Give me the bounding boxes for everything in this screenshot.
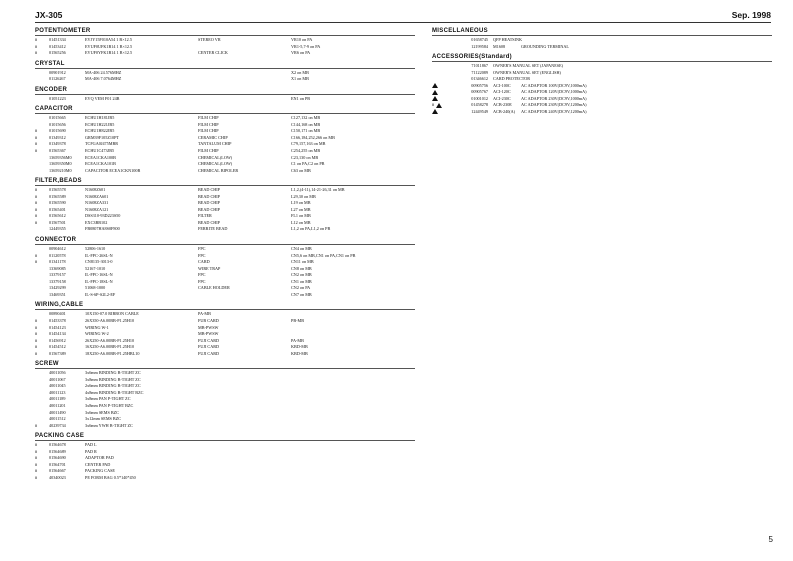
part-location: C63 on MB bbox=[291, 167, 311, 173]
part-number: 40011067 bbox=[49, 376, 66, 382]
change-mark: # bbox=[35, 206, 38, 212]
part-type: CHEMICAL(LOW) bbox=[198, 161, 233, 167]
part-description: CN8135-3013-0 bbox=[85, 259, 113, 265]
change-mark: # bbox=[35, 128, 38, 134]
section-title: CRYSTAL bbox=[35, 61, 415, 69]
change-mark: # bbox=[35, 337, 38, 343]
part-description: IL-S-6P-S2L2-EF bbox=[85, 291, 116, 297]
part-number: 01349378 bbox=[49, 141, 66, 147]
part-number: 01051223 bbox=[49, 95, 66, 101]
part-type: FILTER bbox=[198, 213, 212, 219]
part-location: L12 on MB bbox=[291, 219, 311, 225]
safety-warning-icon bbox=[432, 83, 438, 88]
part-description: WIRING W-2 bbox=[85, 331, 109, 337]
left-column bbox=[35, 28, 415, 485]
part-description: 2x6mm BINDING B-TIGHT ZC bbox=[85, 383, 141, 389]
part-description: 3x8mm PAN P-TIGHT BZC bbox=[85, 402, 134, 408]
part-detail: AC ADAPTOR 230V(DC9V,1200mA) bbox=[521, 102, 587, 108]
part-description: WIRING W-1 bbox=[85, 324, 109, 330]
part-description: EVUF0YFK1B14 1 B×12.5 bbox=[85, 50, 133, 56]
part-type: CENTER CLICK bbox=[198, 50, 228, 56]
change-mark: # bbox=[35, 213, 38, 219]
part-type: FUJI CARD bbox=[198, 350, 220, 356]
part-number: 13659356M0 bbox=[49, 154, 72, 160]
part-description: 18X250-A6.00BB-P1.25HBL10 bbox=[85, 350, 140, 356]
change-mark: # bbox=[35, 317, 38, 323]
part-description: PAD L bbox=[85, 442, 97, 448]
part-location: X2 on MB bbox=[291, 69, 309, 75]
change-mark: # bbox=[35, 141, 38, 147]
part-type: FPC bbox=[198, 278, 206, 284]
part-type: CERAMIC CHIP bbox=[198, 134, 228, 140]
change-mark: # bbox=[35, 422, 38, 428]
part-description: 3x8mm BINDING B-TIGHT ZC bbox=[85, 376, 141, 382]
part-type: FUJI CARD bbox=[198, 337, 220, 343]
part-number: 40011056 bbox=[49, 370, 66, 376]
part-type: FPC bbox=[198, 272, 206, 278]
part-number: 00904612 bbox=[49, 246, 66, 252]
part-description: ECEA1CKA100B bbox=[85, 154, 116, 160]
parts-section bbox=[35, 61, 415, 83]
part-number: 01567501 bbox=[49, 219, 66, 225]
part-location: CN7 on MB bbox=[291, 291, 312, 297]
part-description: ACB-240(A) bbox=[493, 108, 516, 114]
part-location: L19 on MB bbox=[291, 200, 311, 206]
part-number: 40011123 bbox=[49, 389, 66, 395]
change-mark: # bbox=[35, 468, 38, 474]
part-description: N1608ZA121 bbox=[85, 206, 109, 212]
part-type: FILM CHIP bbox=[198, 128, 219, 134]
part-description: ACI-120C bbox=[493, 89, 511, 95]
part-location: L27 on MB bbox=[291, 206, 311, 212]
part-number: 12449355 bbox=[49, 226, 66, 232]
part-type: FILM CHIP bbox=[198, 115, 219, 121]
part-location: C127,132 on MB bbox=[291, 115, 321, 121]
part-description: ECHU1C473JB5 bbox=[85, 148, 115, 154]
part-number: 01349312 bbox=[49, 134, 66, 140]
part-description: 52167-1010 bbox=[85, 265, 106, 271]
part-number: 01567389 bbox=[49, 350, 66, 356]
section-title: CONNECTOR bbox=[35, 237, 415, 245]
part-type: BEAD CHIP bbox=[198, 193, 220, 199]
part-number: 71011867 bbox=[471, 63, 488, 69]
part-number: 01015665 bbox=[49, 115, 66, 121]
part-number: 01126267 bbox=[49, 76, 66, 82]
change-mark: # bbox=[35, 134, 38, 140]
part-type: FUB CARD bbox=[198, 317, 219, 323]
safety-warning-icon bbox=[432, 96, 438, 101]
part-number: 13659210M0 bbox=[49, 167, 72, 173]
part-description: 3x8mm PAN P-TIGHT ZC bbox=[85, 396, 131, 402]
part-location: VR1-5,7-9 on PA bbox=[291, 43, 321, 49]
part-type: PA-MB bbox=[198, 311, 211, 317]
part-number: 01120578 bbox=[49, 252, 66, 258]
part-description: ECHU1H181JB5 bbox=[85, 115, 115, 121]
part-description: M1608 bbox=[493, 43, 506, 49]
part-number: 01565589 bbox=[49, 193, 66, 199]
part-description: ACB-230E bbox=[493, 102, 512, 108]
part-type: FERRITE BEAD bbox=[198, 226, 228, 232]
part-location: L1,2,(4-11),14-21-26,31 on MB bbox=[291, 187, 345, 193]
part-description: EVUF0UFK1B14 1 B×12.5 bbox=[85, 43, 133, 49]
part-description: EVJY15F010A54 1 B×12.5 bbox=[85, 37, 132, 42]
part-location: C144,168 on MB bbox=[291, 121, 321, 127]
part-description: TCFGA0J475MBR bbox=[85, 141, 119, 147]
parts-section bbox=[35, 302, 415, 357]
part-description: 16X250-A6.00BB-P1.25H10 bbox=[85, 344, 135, 350]
part-number: 01341178 bbox=[49, 259, 66, 265]
part-description: CENTER PAD bbox=[85, 461, 111, 467]
part-location: CN2 on MB bbox=[291, 272, 312, 278]
change-mark: # bbox=[35, 200, 38, 206]
part-location: EN1 on PB bbox=[291, 95, 311, 101]
part-number: 13469351 bbox=[49, 291, 66, 297]
part-number: 01456912 bbox=[49, 337, 66, 343]
part-description: 26X250-A6.00BB-P1.25H10 bbox=[85, 337, 135, 343]
part-description: PAD R bbox=[85, 448, 97, 454]
section-title: POTENTIOMETER bbox=[35, 28, 415, 36]
part-number: 01454123 bbox=[49, 324, 66, 330]
part-type: BEAD CHIP bbox=[198, 200, 220, 206]
section-title: MISCELLANEOUS bbox=[432, 28, 772, 36]
part-number: 13379157 bbox=[49, 272, 66, 278]
parts-row bbox=[35, 423, 415, 430]
part-description: ECEA1CKA101B bbox=[85, 161, 116, 167]
part-number: 01564667 bbox=[49, 468, 66, 474]
part-number: 00890401 bbox=[49, 311, 66, 317]
part-number: 12449549 bbox=[471, 108, 488, 114]
part-number: 01658745 bbox=[471, 37, 488, 42]
part-number: 40011201 bbox=[49, 402, 66, 408]
part-location: C166,184,252,266 on MB bbox=[291, 134, 335, 140]
section-title: ACCESSORIES(Standard) bbox=[432, 54, 772, 62]
part-description: PACKING CASE bbox=[85, 468, 115, 474]
part-location: KBD-MB bbox=[291, 350, 308, 356]
parts-row bbox=[35, 351, 415, 358]
parts-row bbox=[432, 44, 772, 51]
part-type: FUJI CARD bbox=[198, 344, 220, 350]
part-number: 00901912 bbox=[49, 69, 66, 75]
part-type: FPC bbox=[198, 246, 206, 252]
part-description: MA-406 24.576MHZ bbox=[85, 69, 122, 75]
change-mark: # bbox=[35, 37, 38, 42]
part-description: GRM39F105Z10PT bbox=[85, 134, 119, 140]
part-location: CN4 on MB bbox=[291, 246, 312, 252]
part-location: C79,157,163 on MB bbox=[291, 141, 326, 147]
change-mark: # bbox=[35, 344, 38, 350]
part-description: OWNER'S MANUAL SET (JAPANESE) bbox=[493, 63, 564, 69]
part-number: 01565590 bbox=[49, 200, 66, 206]
section-title: ENCODER bbox=[35, 87, 415, 95]
part-number: 40011045 bbox=[49, 383, 66, 389]
part-type: MB-PWSW bbox=[198, 331, 219, 337]
part-type: CARD bbox=[198, 259, 210, 265]
section-title: FILTER,BEADS bbox=[35, 178, 415, 186]
part-location: C23,130 on MB bbox=[291, 154, 319, 160]
change-mark: # bbox=[35, 252, 38, 258]
part-number: 01564690 bbox=[49, 455, 66, 461]
part-description: IL-FPC-16SL-N bbox=[85, 272, 113, 278]
part-location: KBD-MB bbox=[291, 344, 308, 350]
part-location: CN11 on MB bbox=[291, 259, 314, 265]
part-description: 51068-1000 bbox=[85, 285, 106, 291]
part-number: 01565401 bbox=[49, 206, 66, 212]
parts-row bbox=[35, 50, 415, 57]
part-number: 01015690 bbox=[49, 128, 66, 134]
part-description: 10X150-07.0 RIBBON CABLE bbox=[85, 311, 139, 317]
part-number: 01001012 bbox=[471, 95, 488, 101]
change-mark: # bbox=[35, 193, 38, 199]
page-number: 5 bbox=[768, 535, 773, 544]
part-location: CN2 on PA bbox=[291, 285, 311, 291]
part-description: ADAPTOR PAD bbox=[85, 455, 114, 461]
parts-row bbox=[35, 76, 415, 83]
change-mark: # bbox=[35, 43, 38, 49]
part-type: TANTALUM CHIP bbox=[198, 141, 232, 147]
part-number: 01458278 bbox=[471, 102, 488, 108]
part-number: 00905756 bbox=[471, 82, 488, 88]
part-description: CARD PROTECTOR bbox=[493, 76, 531, 82]
part-detail: GROUNDING TERMINAL bbox=[521, 43, 569, 49]
part-type: BEAD CHIP bbox=[198, 187, 220, 193]
part-location: CN8 on MB bbox=[291, 265, 312, 271]
part-location: X1 on MB bbox=[291, 76, 309, 82]
part-description: 52806-1610 bbox=[85, 246, 106, 252]
hash-mark: # bbox=[432, 102, 435, 108]
change-mark: # bbox=[35, 259, 38, 265]
part-description: N1608Z601 bbox=[85, 187, 106, 193]
change-mark: # bbox=[35, 474, 38, 480]
parts-section bbox=[35, 433, 415, 481]
part-number: 01453412 bbox=[49, 43, 66, 49]
parts-row bbox=[35, 168, 415, 175]
part-description: N1608ZA331 bbox=[85, 200, 109, 206]
part-number: 01565367 bbox=[49, 148, 66, 154]
parts-section bbox=[35, 237, 415, 298]
section-title: CAPACITOR bbox=[35, 106, 415, 114]
part-description: 26X350-A6.00BB-P1.25H10 bbox=[85, 317, 135, 323]
parts-section bbox=[432, 28, 772, 50]
part-type: CHEMICAL BIPOLER bbox=[198, 167, 239, 173]
part-type: BEAD CHIP bbox=[198, 219, 220, 225]
part-location: C150,171 on MB bbox=[291, 128, 321, 134]
part-number: 01565256 bbox=[49, 50, 66, 56]
parts-section bbox=[35, 361, 415, 429]
part-description: PE FORM BAG 0.5*140*450 bbox=[85, 474, 136, 480]
part-number: 13429299 bbox=[49, 285, 66, 291]
part-type: WIRE TRAP bbox=[198, 265, 221, 271]
change-mark: # bbox=[35, 350, 38, 356]
section-title: SCREW bbox=[35, 361, 415, 369]
part-description: 3x12mm SEMS BZC bbox=[85, 416, 122, 422]
change-mark: # bbox=[35, 50, 38, 56]
part-number: 12199584 bbox=[471, 43, 488, 49]
part-description: OWNER'S MANUAL SET (ENGLISH) bbox=[493, 69, 561, 75]
part-number: 01451334 bbox=[49, 37, 66, 42]
part-detail: AC ADAPTOR 100V(DC9V,1000mA) bbox=[521, 82, 587, 88]
part-number: 00905767 bbox=[471, 89, 488, 95]
document-date: Sep. 1998 bbox=[731, 10, 771, 20]
parts-row bbox=[35, 226, 415, 233]
part-location: PA-MB bbox=[291, 337, 304, 343]
part-number: 01564701 bbox=[49, 461, 66, 467]
part-number: 40011490 bbox=[49, 409, 66, 415]
part-description: DSS310-93D223S50 bbox=[85, 213, 121, 219]
part-description: MA-406 7.0764MHZ bbox=[85, 76, 122, 82]
part-location: L29,30 on MB bbox=[291, 193, 316, 199]
part-number: 01564678 bbox=[49, 442, 66, 448]
part-description: IL-FPC-26SL-N bbox=[85, 252, 113, 258]
change-mark: # bbox=[35, 461, 38, 467]
part-type: BEAD CHIP bbox=[198, 206, 220, 212]
part-description: 3x6mm YWH B-TIGHT ZC bbox=[85, 422, 133, 428]
part-number: 01346612 bbox=[471, 76, 488, 82]
part-description: ECHU1H221JB5 bbox=[85, 121, 115, 127]
part-location: C1 on PA,C2 on PB bbox=[291, 161, 325, 167]
part-number: 40340023 bbox=[49, 474, 66, 480]
part-number: 01454512 bbox=[49, 344, 66, 350]
part-detail: AC ADAPTOR 240V(DC9V,1200mA) bbox=[521, 108, 587, 114]
part-location: VR6 on PA bbox=[291, 50, 311, 56]
safety-warning-icon bbox=[432, 90, 438, 95]
change-mark: # bbox=[35, 148, 38, 154]
part-type: MB-PWSW bbox=[198, 324, 219, 330]
parts-section bbox=[35, 87, 415, 103]
part-location: PB-MB bbox=[291, 317, 305, 323]
part-number: 40011189 bbox=[49, 396, 66, 402]
part-location: L1,2 on PA,L1,2 on PB bbox=[291, 226, 331, 232]
part-description: QFP HEATSINK bbox=[493, 37, 523, 42]
part-description: ACI-230C bbox=[493, 95, 511, 101]
part-type: STEREO VR bbox=[198, 37, 221, 42]
part-number: 01565612 bbox=[49, 213, 66, 219]
part-description: FB0807HA8S0F800 bbox=[85, 226, 120, 232]
safety-warning-icon bbox=[432, 109, 438, 114]
part-location: FL1 on MB bbox=[291, 213, 311, 219]
change-mark: # bbox=[35, 455, 38, 461]
part-number: 01015656 bbox=[49, 121, 66, 127]
change-mark: # bbox=[35, 219, 38, 225]
part-detail: AC ADAPTOR 120V(DC9V,1000mA) bbox=[521, 89, 587, 95]
part-description: EVQ VEM F01 24B bbox=[85, 95, 120, 101]
part-type: FILM CHIP bbox=[198, 121, 219, 127]
part-location: CN5,6 on MB,CN1 on PA,CN1 on PB bbox=[291, 252, 356, 258]
part-number: 01453378 bbox=[49, 317, 66, 323]
part-description: ECHU1H822JB5 bbox=[85, 128, 115, 134]
parts-section bbox=[35, 28, 415, 57]
part-type: FPC bbox=[198, 252, 206, 258]
part-type: FILM CHIP bbox=[198, 148, 219, 154]
part-location: CN1 on MB bbox=[291, 278, 312, 284]
part-number: 13369085 bbox=[49, 265, 66, 271]
part-description: CAPACITOR ECEA1CKN100B bbox=[85, 167, 141, 173]
part-description: 3x6mm SEMS BZC bbox=[85, 409, 119, 415]
parts-section bbox=[432, 54, 772, 115]
parts-row bbox=[432, 109, 772, 116]
part-location: VR10 on PA bbox=[291, 37, 313, 42]
parts-row bbox=[35, 96, 415, 103]
part-number: 13659350M0 bbox=[49, 161, 72, 167]
part-description: 3x6mm BINDING B-TIGHT ZC bbox=[85, 370, 141, 376]
part-type: CABLE HOLDER bbox=[198, 285, 230, 291]
part-number: 13379158 bbox=[49, 278, 66, 284]
parts-section bbox=[35, 178, 415, 233]
part-number: 01454134 bbox=[49, 331, 66, 337]
parts-section bbox=[35, 106, 415, 174]
change-mark: # bbox=[35, 187, 38, 193]
change-mark: # bbox=[35, 448, 38, 454]
part-description: ACI-100C bbox=[493, 82, 511, 88]
part-description: EXC3BB102 bbox=[85, 219, 108, 225]
part-description: IL-FPC-18SL-N bbox=[85, 278, 113, 284]
part-type: CHEMICAL(LOW) bbox=[198, 154, 233, 160]
part-number: 40239734 bbox=[49, 422, 66, 428]
model-name: JX-305 bbox=[35, 10, 63, 20]
section-title: PACKING CASE bbox=[35, 433, 415, 441]
parts-row bbox=[35, 475, 415, 482]
part-description: N1608ZA601 bbox=[85, 193, 109, 199]
part-number: 01565578 bbox=[49, 187, 66, 193]
change-mark: # bbox=[35, 442, 38, 448]
part-description: 4x8mm BINDING B-TIGHT BZC bbox=[85, 389, 144, 395]
part-detail: AC ADAPTOR 230V(DC9V,1000mA) bbox=[521, 95, 587, 101]
part-number: 71122089 bbox=[471, 69, 488, 75]
change-mark: # bbox=[35, 331, 38, 337]
part-location: C254,255 on MB bbox=[291, 148, 321, 154]
section-title: WIRING,CABLE bbox=[35, 302, 415, 310]
part-number: 01564689 bbox=[49, 448, 66, 454]
parts-row bbox=[35, 292, 415, 299]
change-mark: # bbox=[35, 324, 38, 330]
right-column bbox=[432, 28, 772, 119]
part-number: 40011512 bbox=[49, 416, 66, 422]
header-rule bbox=[35, 22, 771, 23]
